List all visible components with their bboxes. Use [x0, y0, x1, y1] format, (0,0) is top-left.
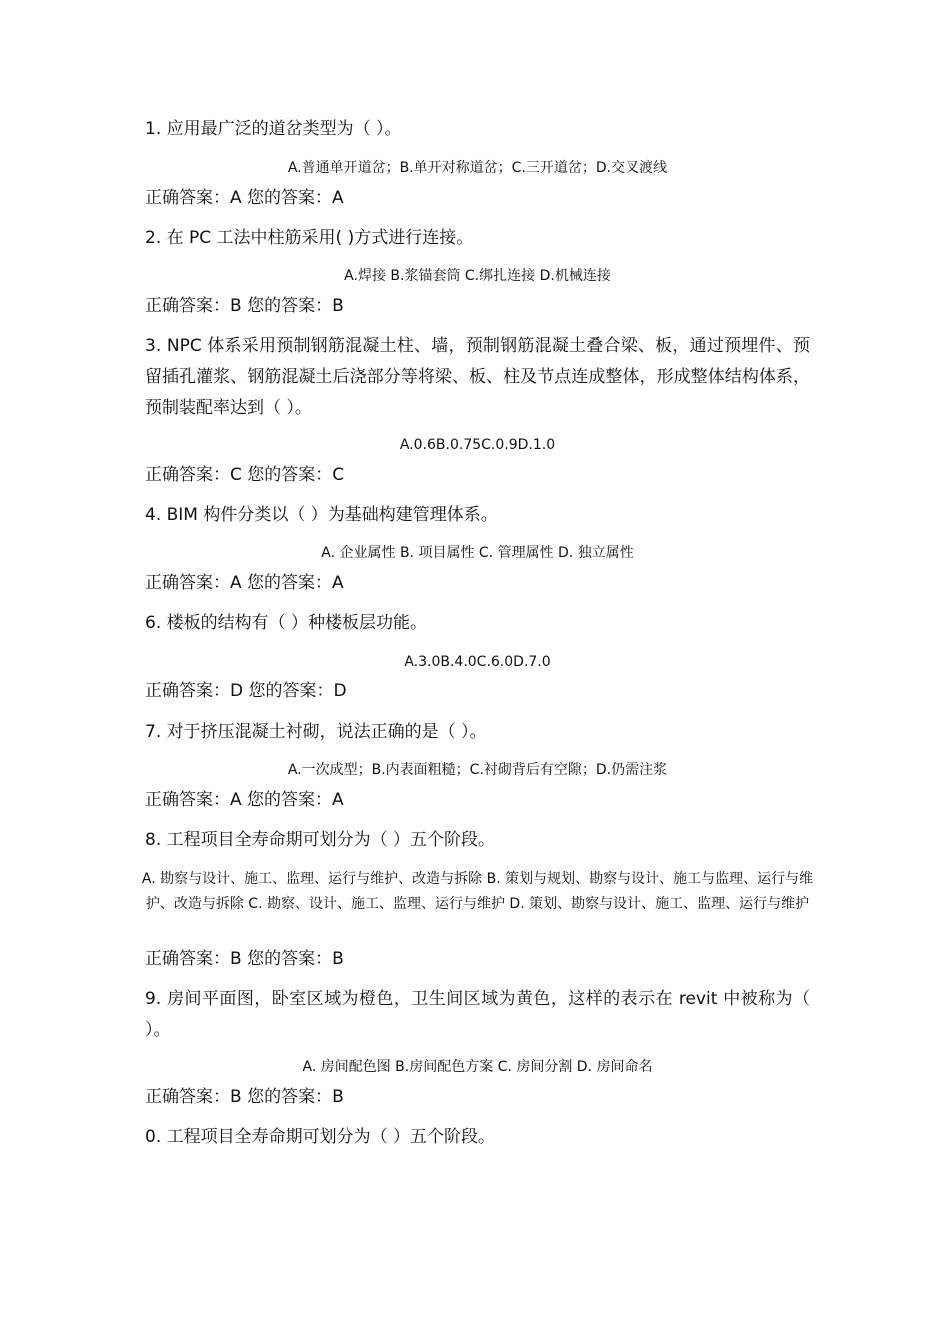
question-8-text: 8. 工程项目全寿命期可划分为（ ）五个阶段。 — [145, 830, 496, 850]
question-4-options: A. 企业属性 B. 项目属性 C. 管理属性 D. 独立属性 — [321, 545, 634, 561]
your-answer-value: B — [332, 1087, 344, 1107]
correct-answer-value: D — [230, 681, 244, 701]
question-7-options: A.一次成型；B.内表面粗糙；C.衬砌背后有空隙；D.仍需注浆 — [287, 762, 668, 778]
your-answer-label: 您的答案： — [247, 188, 333, 208]
correct-answer-value: C — [230, 465, 242, 485]
question-2-options: A.焊接 B.浆锚套筒 C.绑扎连接 D.机械连接 — [344, 268, 611, 284]
question-3-text: 3. NPC 体系采用预制钢筋混凝土柱、墙，预制钢筋混凝土叠合梁、板，通过预埋件、预留插孔灌浆、钢筋混凝土后浇部分等将梁、板、柱及节点连成整体，形成整体结构体系，预制装配率达到（ ）。 — [145, 336, 810, 418]
correct-answer-value: B — [230, 949, 242, 969]
your-answer-label: 您的答案： — [247, 949, 333, 969]
question-2-answer — [145, 293, 344, 319]
question-1-text: 1. 应用最广泛的道岔类型为（ ）。 — [145, 119, 402, 139]
your-answer-value: C — [332, 465, 345, 485]
your-answer-label: 您的答案： — [248, 681, 334, 701]
correct-answer-label: 正确答案： — [145, 465, 230, 485]
question-6-text: 6. 楼板的结构有（ ）种楼板层功能。 — [145, 613, 428, 633]
question-3-options: A.0.6B.0.75C.0.9D.1.0 — [399, 437, 556, 453]
your-answer-label: 您的答案： — [247, 296, 333, 316]
question-2-text: 2. 在 PC 工法中柱筋采用( )方式进行连接。 — [145, 228, 474, 248]
correct-answer-label: 正确答案： — [145, 296, 230, 316]
question-4-text: 4. BIM 构件分类以（ ）为基础构建管理体系。 — [145, 505, 498, 525]
question-6-options: A.3.0B.4.0C.6.0D.7.0 — [404, 654, 551, 670]
your-answer-value: A — [332, 573, 344, 593]
correct-answer-label: 正确答案： — [145, 188, 230, 208]
your-answer-value: A — [332, 188, 344, 208]
your-answer-value: D — [333, 681, 347, 701]
correct-answer-value: A — [230, 790, 242, 810]
question-9-answer — [145, 1084, 344, 1110]
question-3-answer — [145, 462, 344, 488]
question-8-options: A. 勘察与设计、施工、监理、运行与维护、改造与拆除 B. 策划与规划、勘察与设计、施工与监理、运行与维护、改造与拆除 C. 勘察、设计、施工、监理、运行与维护 D. 策划、勘察与设计、施工、监理、运行与维护 — [141, 871, 814, 912]
correct-answer-value: A — [230, 188, 242, 208]
correct-answer-label: 正确答案： — [145, 790, 230, 810]
question-6-answer — [145, 678, 347, 704]
your-answer-value: B — [332, 296, 344, 316]
question-8-answer — [145, 946, 344, 972]
question-9-options: A. 房间配色图 B.房间配色方案 C. 房间分割 D. 房间命名 — [302, 1059, 653, 1075]
correct-answer-label: 正确答案： — [145, 949, 230, 969]
correct-answer-value: B — [230, 296, 242, 316]
your-answer-label: 您的答案： — [247, 1087, 333, 1107]
correct-answer-value: B — [230, 1087, 242, 1107]
your-answer-label: 您的答案： — [247, 790, 333, 810]
question-0-text: 0. 工程项目全寿命期可划分为（ ）五个阶段。 — [145, 1127, 496, 1147]
your-answer-label: 您的答案： — [247, 573, 333, 593]
correct-answer-label: 正确答案： — [145, 681, 230, 701]
question-1-options: A.普通单开道岔；B.单开对称道岔；C.三开道岔；D.交叉渡线 — [287, 160, 668, 176]
question-4-answer — [145, 570, 344, 596]
your-answer-label: 您的答案： — [247, 465, 333, 485]
correct-answer-label: 正确答案： — [145, 1087, 230, 1107]
question-9-text: 9. 房间平面图，卧室区域为橙色，卫生间区域为黄色，这样的表示在 revit 中被称为（ ）。 — [145, 989, 810, 1040]
question-1-answer — [145, 185, 344, 211]
correct-answer-label: 正确答案： — [145, 573, 230, 593]
question-7-answer — [145, 787, 344, 813]
your-answer-value: B — [332, 949, 344, 969]
correct-answer-value: A — [230, 573, 242, 593]
question-7-text: 7. 对于挤压混凝土衬砌，说法正确的是（ ）。 — [145, 722, 487, 742]
your-answer-value: A — [332, 790, 344, 810]
